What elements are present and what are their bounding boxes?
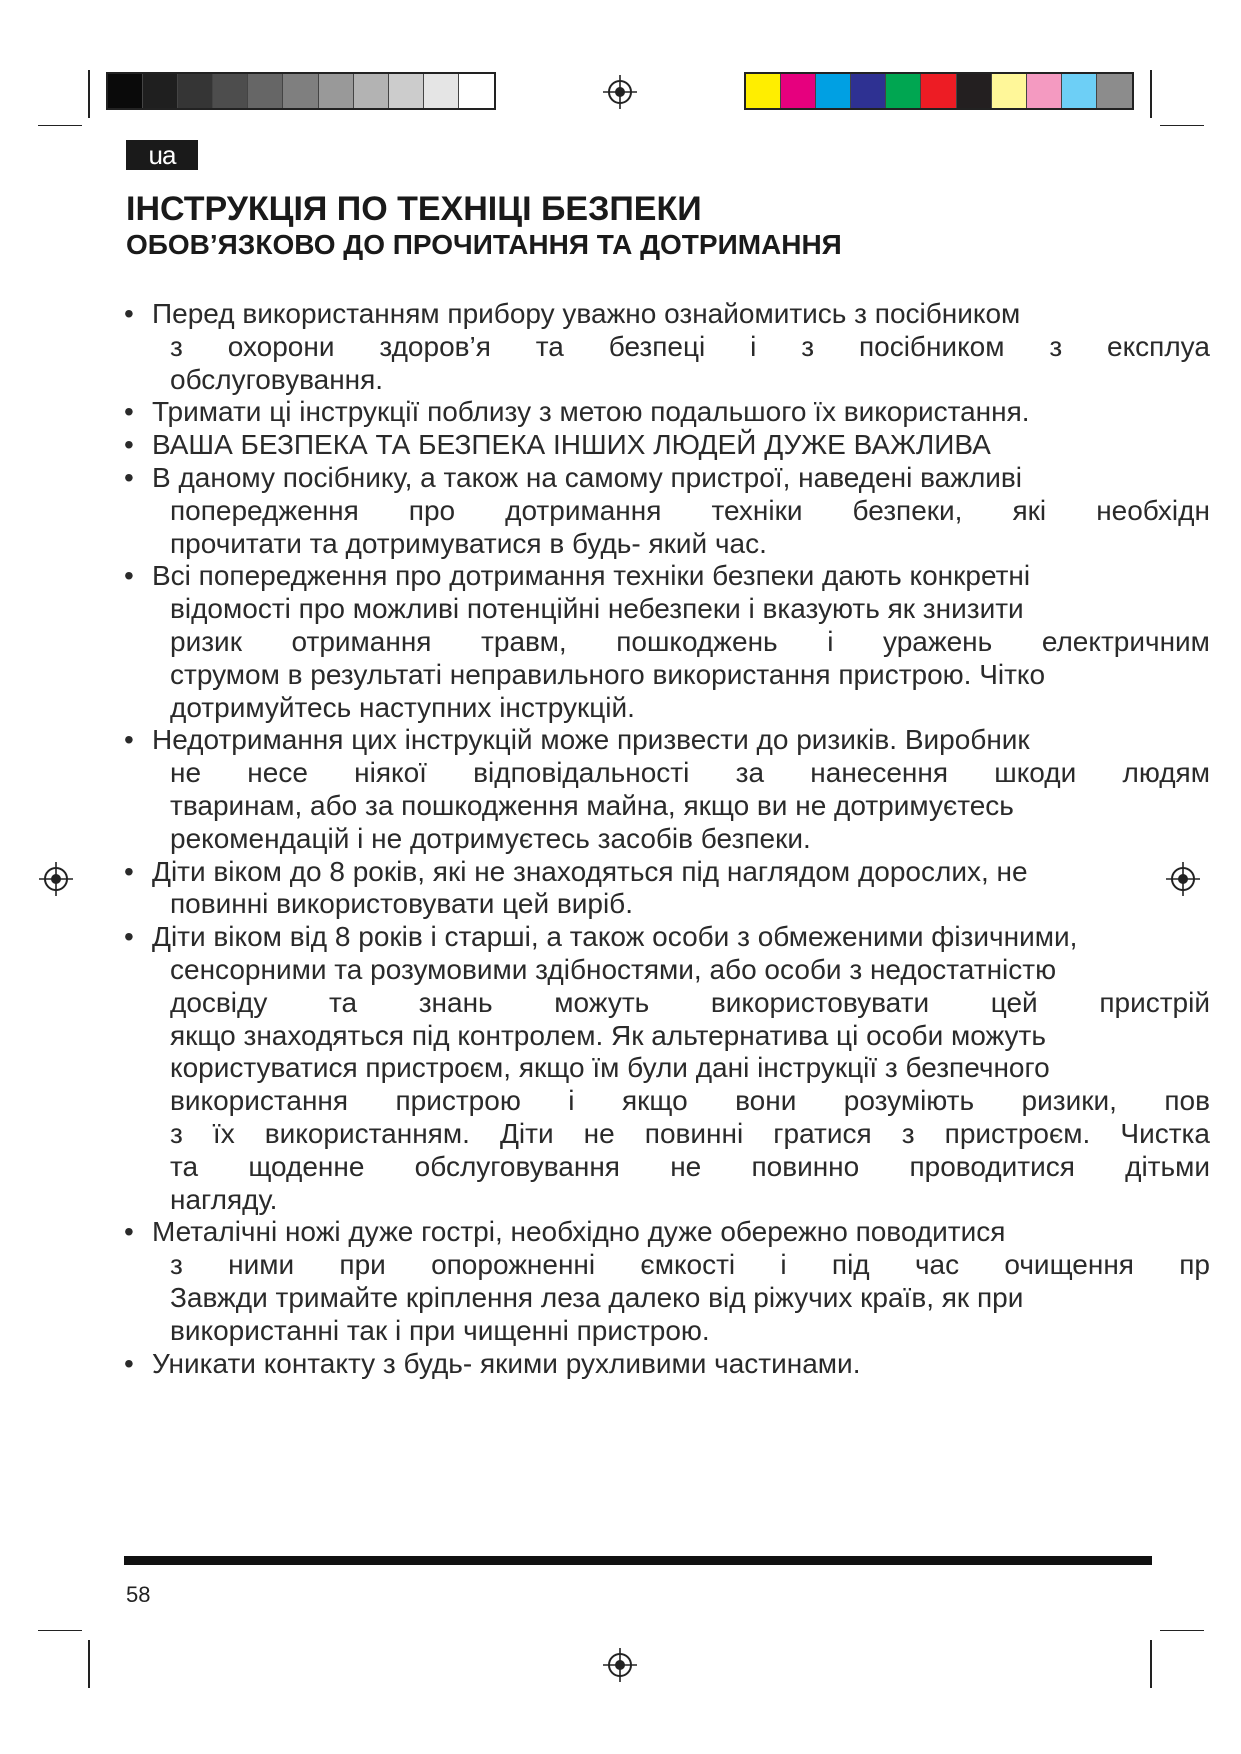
bullet-icon: • xyxy=(124,560,134,592)
bullet-continuation-line: ризик отримання травм, пошкоджень і уражень електричним xyxy=(170,625,1210,657)
page-title: ІНСТРУКЦІЯ ПО ТЕХНІЦІ БЕЗПЕКИ xyxy=(126,190,702,228)
bullet-continuation-line: тваринам, або за пошкодження майна, якщо ви не дотримуєтесь xyxy=(170,789,1014,821)
language-badge: ua xyxy=(126,140,198,170)
list-item xyxy=(124,560,1210,724)
bullet-continuation-line: обслуговування. xyxy=(170,363,384,395)
bullet-continuation-line: повинні використовувати цей виріб. xyxy=(170,888,633,920)
list-item xyxy=(124,298,1210,396)
list-item xyxy=(124,429,1204,462)
bullet-continuation-line: сенсорними та розумовими здібностями, або особи з недостатністю xyxy=(170,953,1057,985)
bullet-continuation-line: не несе ніякої відповідальності за нанесення шкоди людям xyxy=(170,757,1210,789)
bullet-icon: • xyxy=(124,855,134,887)
bullet-text-line: Уникати контакту з будь- якими рухливими частинами. xyxy=(152,1347,861,1379)
bullet-text-line: ВАША БЕЗПЕКА ТА БЕЗПЕКА ІНШИХ ЛЮДЕЙ ДУЖЕ ВАЖЛИВА xyxy=(152,429,991,461)
bullet-icon: • xyxy=(124,724,134,756)
footer-rule xyxy=(124,1556,1152,1565)
bullet-text-line: Перед використанням прибору уважно ознайомитись з посібником xyxy=(152,298,1021,329)
bullet-icon: • xyxy=(124,396,134,428)
bullet-continuation-line: попередження про дотримання техніки безпеки, які необхідн xyxy=(170,494,1210,526)
bullet-text-line: В даному посібнику, а також на самому пристрої, наведені важливі xyxy=(152,461,1023,493)
bullet-text-line: Тримати ці інструкції поблизу з метою подальшого їх використання. xyxy=(152,396,1030,428)
bullet-icon: • xyxy=(124,461,134,493)
bullet-icon: • xyxy=(124,1347,134,1379)
bullet-continuation-line: користуватися пристроєм, якщо їм були дані інструкції з безпечного xyxy=(170,1052,1050,1084)
bullet-text-line: Недотримання цих інструкцій може призвести до ризиків. Виробник xyxy=(152,724,1030,756)
bullet-continuation-line: з охорони здоров’я та безпеці і з посібником з експлуа xyxy=(170,330,1210,362)
page-subtitle: ОБОВ’ЯЗКОВО ДО ПРОЧИТАННЯ ТА ДОТРИМАННЯ xyxy=(126,229,842,260)
bullet-text-line: Діти віком до 8 років, які не знаходяться під наглядом дорослих, не xyxy=(152,855,1028,887)
bullet-icon: • xyxy=(124,921,134,953)
list-item xyxy=(124,1348,1204,1381)
bullet-continuation-line: прочитати та дотримуватися в будь- який час. xyxy=(170,527,767,559)
bullet-continuation-line: Завжди тримайте кріплення леза далеко від ріжучих країв, як при xyxy=(170,1281,1024,1313)
list-item xyxy=(124,724,1210,855)
list-item xyxy=(124,856,1204,922)
list-item xyxy=(124,1216,1210,1347)
bullet-continuation-line: з їх використанням. Діти не повинні гратися з пристроєм. Чистка xyxy=(170,1117,1210,1149)
bullet-continuation-line: струмом в результаті неправильного використання пристрою. Чітко xyxy=(170,658,1046,690)
list-item xyxy=(124,396,1204,429)
bullet-continuation-line: з ними при опорожненні ємкості і під час очищення пр xyxy=(170,1249,1210,1281)
safety-instructions-list xyxy=(124,298,1210,1380)
bullet-continuation-line: досвіду та знань можуть використовувати цей пристрій xyxy=(170,986,1210,1018)
bullet-icon: • xyxy=(124,429,134,461)
bullet-text-line: Металічні ножі дуже гострі, необхідно дуже обережно поводитися xyxy=(152,1216,1006,1248)
bullet-continuation-line: нагляду. xyxy=(170,1183,278,1215)
bullet-continuation-line: якщо знаходяться під контролем. Як альтернатива ці особи можуть xyxy=(170,1019,1046,1051)
bullet-continuation-line: відомості про можливі потенційні небезпеки і вказують як знизити xyxy=(170,593,1024,625)
list-item xyxy=(124,921,1210,1216)
bullet-continuation-line: використанні так і при чищенні пристрою. xyxy=(170,1314,710,1346)
bullet-continuation-line: та щоденне обслуговування не повинно проводитися дітьми xyxy=(170,1150,1210,1182)
bullet-continuation-line: використання пристрою і якщо вони розуміють ризики, пов xyxy=(170,1085,1210,1117)
page-number: 58 xyxy=(126,1582,151,1607)
bullet-continuation-line: рекомендацій і не дотримуєтесь засобів безпеки. xyxy=(170,822,811,854)
bullet-continuation-line: дотримуйтесь наступних інструкцій. xyxy=(170,691,635,723)
bullet-text-line: Всі попередження про дотримання техніки безпеки дають конкретні xyxy=(152,560,1031,592)
bullet-text-line: Діти віком від 8 років і старші, а також особи з обмеженими фізичними, xyxy=(152,921,1078,953)
bullet-icon: • xyxy=(124,1216,134,1248)
list-item xyxy=(124,461,1210,560)
bullet-icon: • xyxy=(124,298,134,329)
